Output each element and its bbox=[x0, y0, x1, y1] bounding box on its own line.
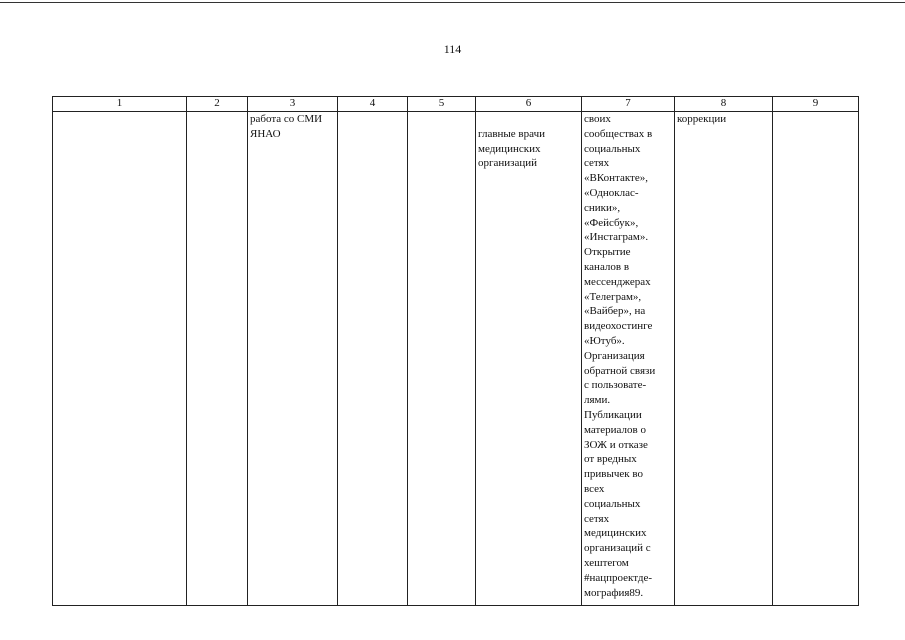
cell-text-line: «Одноклас- bbox=[584, 186, 639, 199]
cell-text-line: сетях bbox=[584, 157, 610, 170]
cell-text-line: своих bbox=[584, 113, 611, 125]
cell-text-line: ЗОЖ и отказе bbox=[584, 438, 648, 451]
column-header: 6 bbox=[476, 97, 582, 112]
cell-text-line: ЯНАО bbox=[250, 127, 281, 140]
cell-text-line: Организация bbox=[584, 349, 645, 362]
cell-col-2 bbox=[187, 112, 248, 606]
cell-text-line: организаций bbox=[478, 157, 538, 170]
cell-text-line: сообществах в bbox=[584, 127, 653, 140]
cell-col-1 bbox=[53, 112, 187, 606]
cell-text-line: каналов в bbox=[584, 260, 630, 273]
cell-text-line: «Фейсбук», bbox=[584, 216, 639, 229]
page-number: 114 bbox=[443, 42, 462, 56]
cell-col-7 bbox=[582, 112, 675, 606]
table-row bbox=[53, 112, 859, 606]
cell-col-6 bbox=[476, 112, 582, 606]
cell-col-9 bbox=[773, 112, 859, 606]
cell-text-line: «Телеграм», bbox=[584, 290, 642, 303]
top-border-line bbox=[0, 2, 905, 3]
cell-text-line bbox=[478, 112, 579, 127]
cell-text-line: хештегом bbox=[584, 556, 629, 569]
cell-text-line: от вредных bbox=[584, 453, 637, 466]
cell-text-line: работа со СМИ bbox=[250, 113, 323, 125]
cell-text-line: Публикации bbox=[584, 408, 642, 421]
cell-text-line: медицинских bbox=[584, 527, 647, 540]
column-header: 5 bbox=[408, 97, 476, 112]
cell-col-5 bbox=[408, 112, 476, 606]
cell-text-line: «Вайбер», на bbox=[584, 305, 646, 318]
column-header: 7 bbox=[582, 97, 675, 112]
cell-text-line: Открытие bbox=[584, 246, 631, 259]
cell-text-line: социальных bbox=[584, 497, 641, 510]
column-header: 4 bbox=[338, 97, 408, 112]
column-header: 9 bbox=[773, 97, 859, 112]
cell-text-line: материалов о bbox=[584, 423, 646, 436]
cell-text-line: лями. bbox=[584, 394, 611, 407]
cell-text-line: главные врачи bbox=[478, 127, 545, 140]
cell-text-line: сетях bbox=[584, 512, 610, 525]
cell-text-line: с пользовате- bbox=[584, 379, 647, 392]
column-header: 8 bbox=[675, 97, 773, 112]
cell-text-line: «ВКонтакте», bbox=[584, 172, 648, 185]
cell-text-line: медицинских bbox=[478, 142, 541, 155]
column-header: 1 bbox=[53, 97, 187, 112]
cell-col-4 bbox=[338, 112, 408, 606]
cell-text-line: социальных bbox=[584, 142, 641, 155]
cell-text-line: коррекции bbox=[677, 113, 727, 125]
cell-text-line: организаций с bbox=[584, 542, 651, 555]
cell-text-line: «Ютуб». bbox=[584, 334, 625, 347]
cell-text-line: «Инстаграм». bbox=[584, 231, 649, 244]
cell-text-line: мография89. bbox=[584, 586, 644, 599]
cell-text-line: видеохостинге bbox=[584, 320, 653, 333]
column-header: 2 bbox=[187, 97, 248, 112]
cell-text-line: сники», bbox=[584, 201, 621, 214]
column-header: 3 bbox=[248, 97, 338, 112]
cell-col-3 bbox=[248, 112, 338, 606]
cell-text-line: всех bbox=[584, 482, 605, 495]
cell-text-line: #нацпроектде- bbox=[584, 571, 653, 584]
cell-text-line: привычек во bbox=[584, 468, 643, 481]
plan-table bbox=[52, 96, 859, 606]
cell-text-line: мессенджерах bbox=[584, 275, 651, 288]
cell-col-8 bbox=[675, 112, 773, 606]
header-row bbox=[53, 97, 859, 112]
cell-text-line: обратной связи bbox=[584, 364, 656, 377]
